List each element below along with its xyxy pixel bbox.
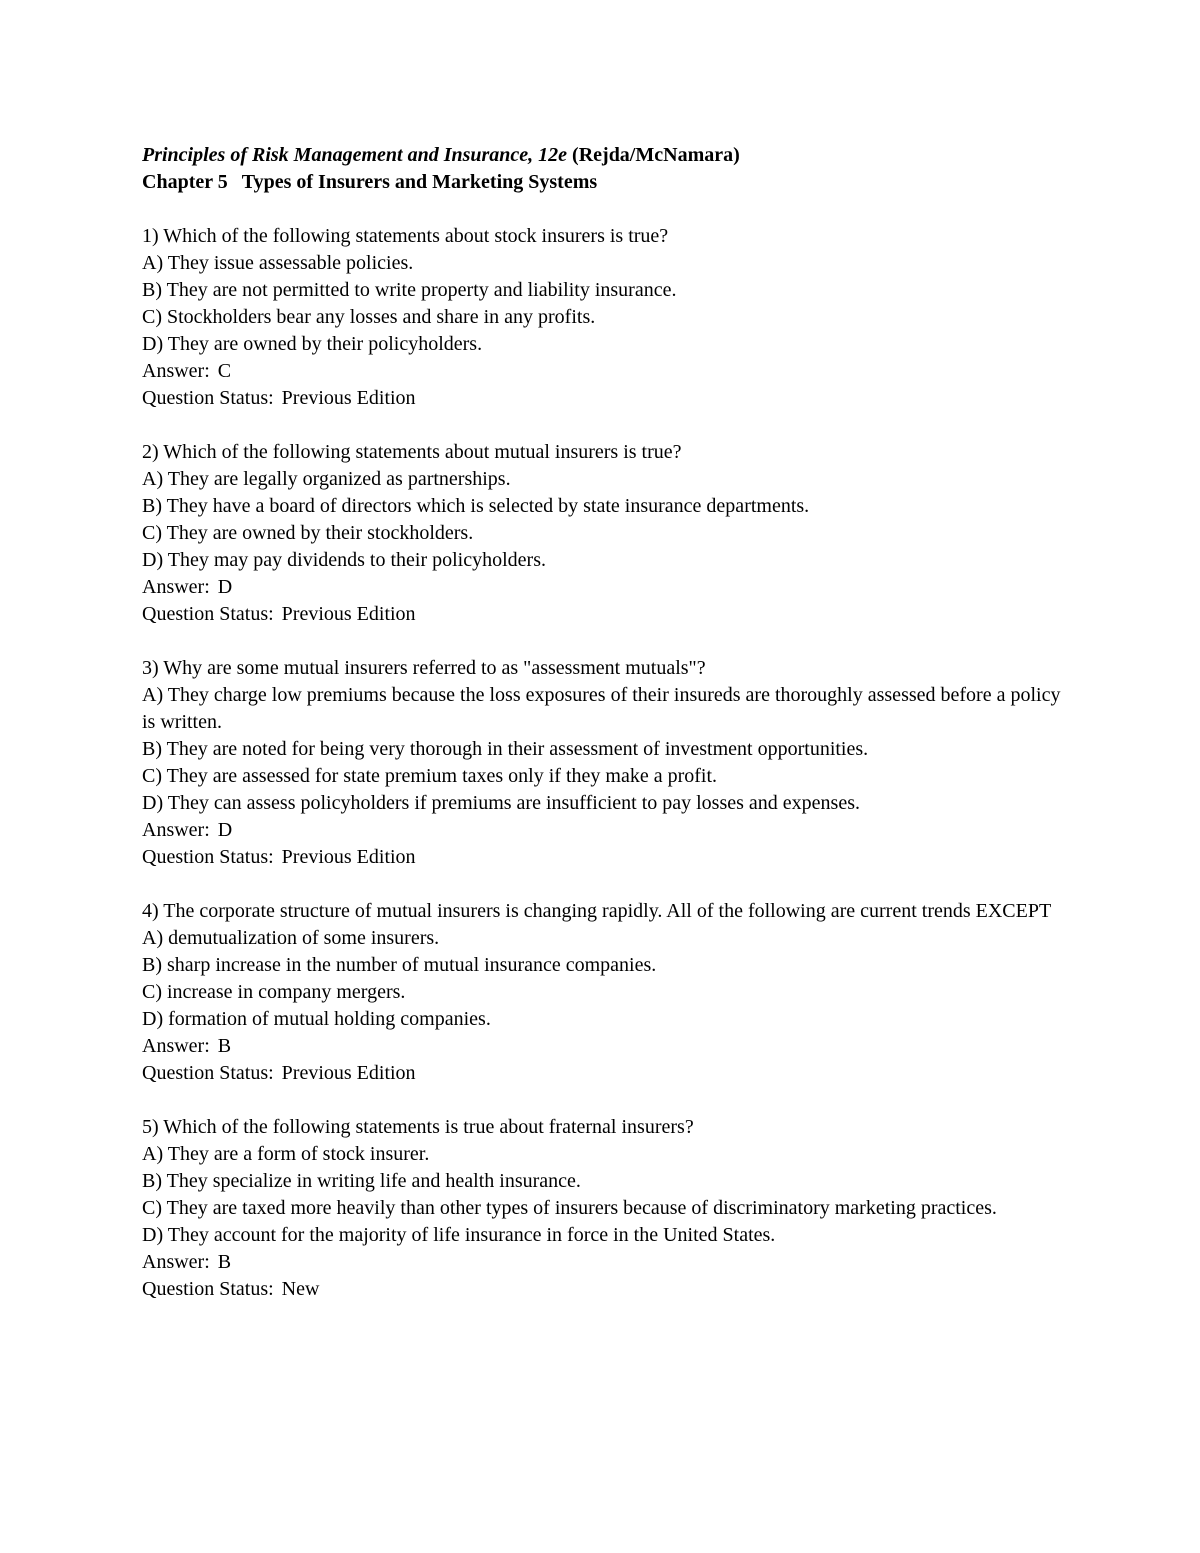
answer-label: Answer: xyxy=(142,576,210,598)
question-status-line xyxy=(142,1060,1062,1087)
question-status-label: Question Status: xyxy=(142,387,274,409)
question-block xyxy=(142,1114,1062,1303)
answer-option: B) sharp increase in the number of mutual insurance companies. xyxy=(142,954,657,976)
answer-option: D) They account for the majority of life insurance in force in the United States. xyxy=(142,1224,776,1246)
question-list xyxy=(142,223,1062,1303)
question-status-label: Question Status: xyxy=(142,1062,274,1084)
document-title xyxy=(142,142,1062,169)
answer-value: B xyxy=(217,1251,232,1273)
question-status-value: Previous Edition xyxy=(281,846,416,868)
answer-option: B) They are noted for being very thorough in their assessment of investment opportunities. xyxy=(142,738,869,760)
question-block xyxy=(142,898,1062,1087)
answer-label: Answer: xyxy=(142,1251,210,1273)
question-block xyxy=(142,655,1062,871)
answer-option: B) They specialize in writing life and health insurance. xyxy=(142,1170,581,1192)
answer-value: C xyxy=(217,360,232,382)
chapter-title: Types of Insurers and Marketing Systems xyxy=(241,171,598,193)
answer-option: A) They are a form of stock insurer. xyxy=(142,1143,430,1165)
question-status-label: Question Status: xyxy=(142,603,274,625)
question-stem: 3) Why are some mutual insurers referred to as "assessment mutuals"? xyxy=(142,657,706,679)
answer-option: C) They are assessed for state premium taxes only if they make a profit. xyxy=(142,765,718,787)
chapter-number: Chapter 5 xyxy=(142,171,228,193)
question-status-label: Question Status: xyxy=(142,1278,274,1300)
book-title: Principles of Risk Management and Insurance, 12e xyxy=(142,144,568,166)
answer-option: B) They have a board of directors which is selected by state insurance departments. xyxy=(142,495,810,517)
answer-option: A) They charge low premiums because the loss exposures of their insureds are thoroughly assessed before a policy is written. xyxy=(142,684,1061,733)
answer-option: C) They are taxed more heavily than other types of insurers because of discriminatory marketing practices. xyxy=(142,1197,997,1219)
answer-option: D) They are owned by their policyholders. xyxy=(142,333,483,355)
answer-option: D) They can assess policyholders if premiums are insufficient to pay losses and expenses. xyxy=(142,792,860,814)
question-status-line xyxy=(142,601,1062,628)
answer-option: A) They issue assessable policies. xyxy=(142,252,414,274)
document-page xyxy=(142,142,1062,1303)
question-status-label: Question Status: xyxy=(142,846,274,868)
answer-line xyxy=(142,1249,1062,1276)
question-status-value: Previous Edition xyxy=(281,1062,416,1084)
question-stem: 1) Which of the following statements about stock insurers is true? xyxy=(142,225,669,247)
answer-option: D) They may pay dividends to their policyholders. xyxy=(142,549,546,571)
answer-line xyxy=(142,1033,1062,1060)
answer-option: D) formation of mutual holding companies. xyxy=(142,1008,491,1030)
answer-option: C) They are owned by their stockholders. xyxy=(142,522,474,544)
chapter-heading xyxy=(142,169,1062,196)
answer-option: C) increase in company mergers. xyxy=(142,981,406,1003)
question-stem: 5) Which of the following statements is true about fraternal insurers? xyxy=(142,1116,694,1138)
question-block xyxy=(142,439,1062,628)
book-authors: (Rejda/McNamara) xyxy=(572,144,740,166)
answer-line xyxy=(142,817,1062,844)
answer-label: Answer: xyxy=(142,1035,210,1057)
question-status-value: New xyxy=(281,1278,320,1300)
answer-option: B) They are not permitted to write property and liability insurance. xyxy=(142,279,677,301)
question-block xyxy=(142,223,1062,412)
question-status-line xyxy=(142,1276,1062,1303)
answer-option: C) Stockholders bear any losses and share in any profits. xyxy=(142,306,596,328)
answer-line xyxy=(142,574,1062,601)
answer-option: A) They are legally organized as partnerships. xyxy=(142,468,511,490)
answer-value: D xyxy=(217,576,233,598)
question-status-line xyxy=(142,844,1062,871)
question-stem: 2) Which of the following statements about mutual insurers is true? xyxy=(142,441,682,463)
answer-line xyxy=(142,358,1062,385)
answer-value: D xyxy=(217,819,233,841)
question-status-value: Previous Edition xyxy=(281,603,416,625)
question-status-line xyxy=(142,385,1062,412)
answer-option: A) demutualization of some insurers. xyxy=(142,927,440,949)
question-stem: 4) The corporate structure of mutual insurers is changing rapidly. All of the following are current trends EXCEPT xyxy=(142,900,1052,922)
answer-value: B xyxy=(217,1035,232,1057)
answer-label: Answer: xyxy=(142,360,210,382)
answer-label: Answer: xyxy=(142,819,210,841)
question-status-value: Previous Edition xyxy=(281,387,416,409)
